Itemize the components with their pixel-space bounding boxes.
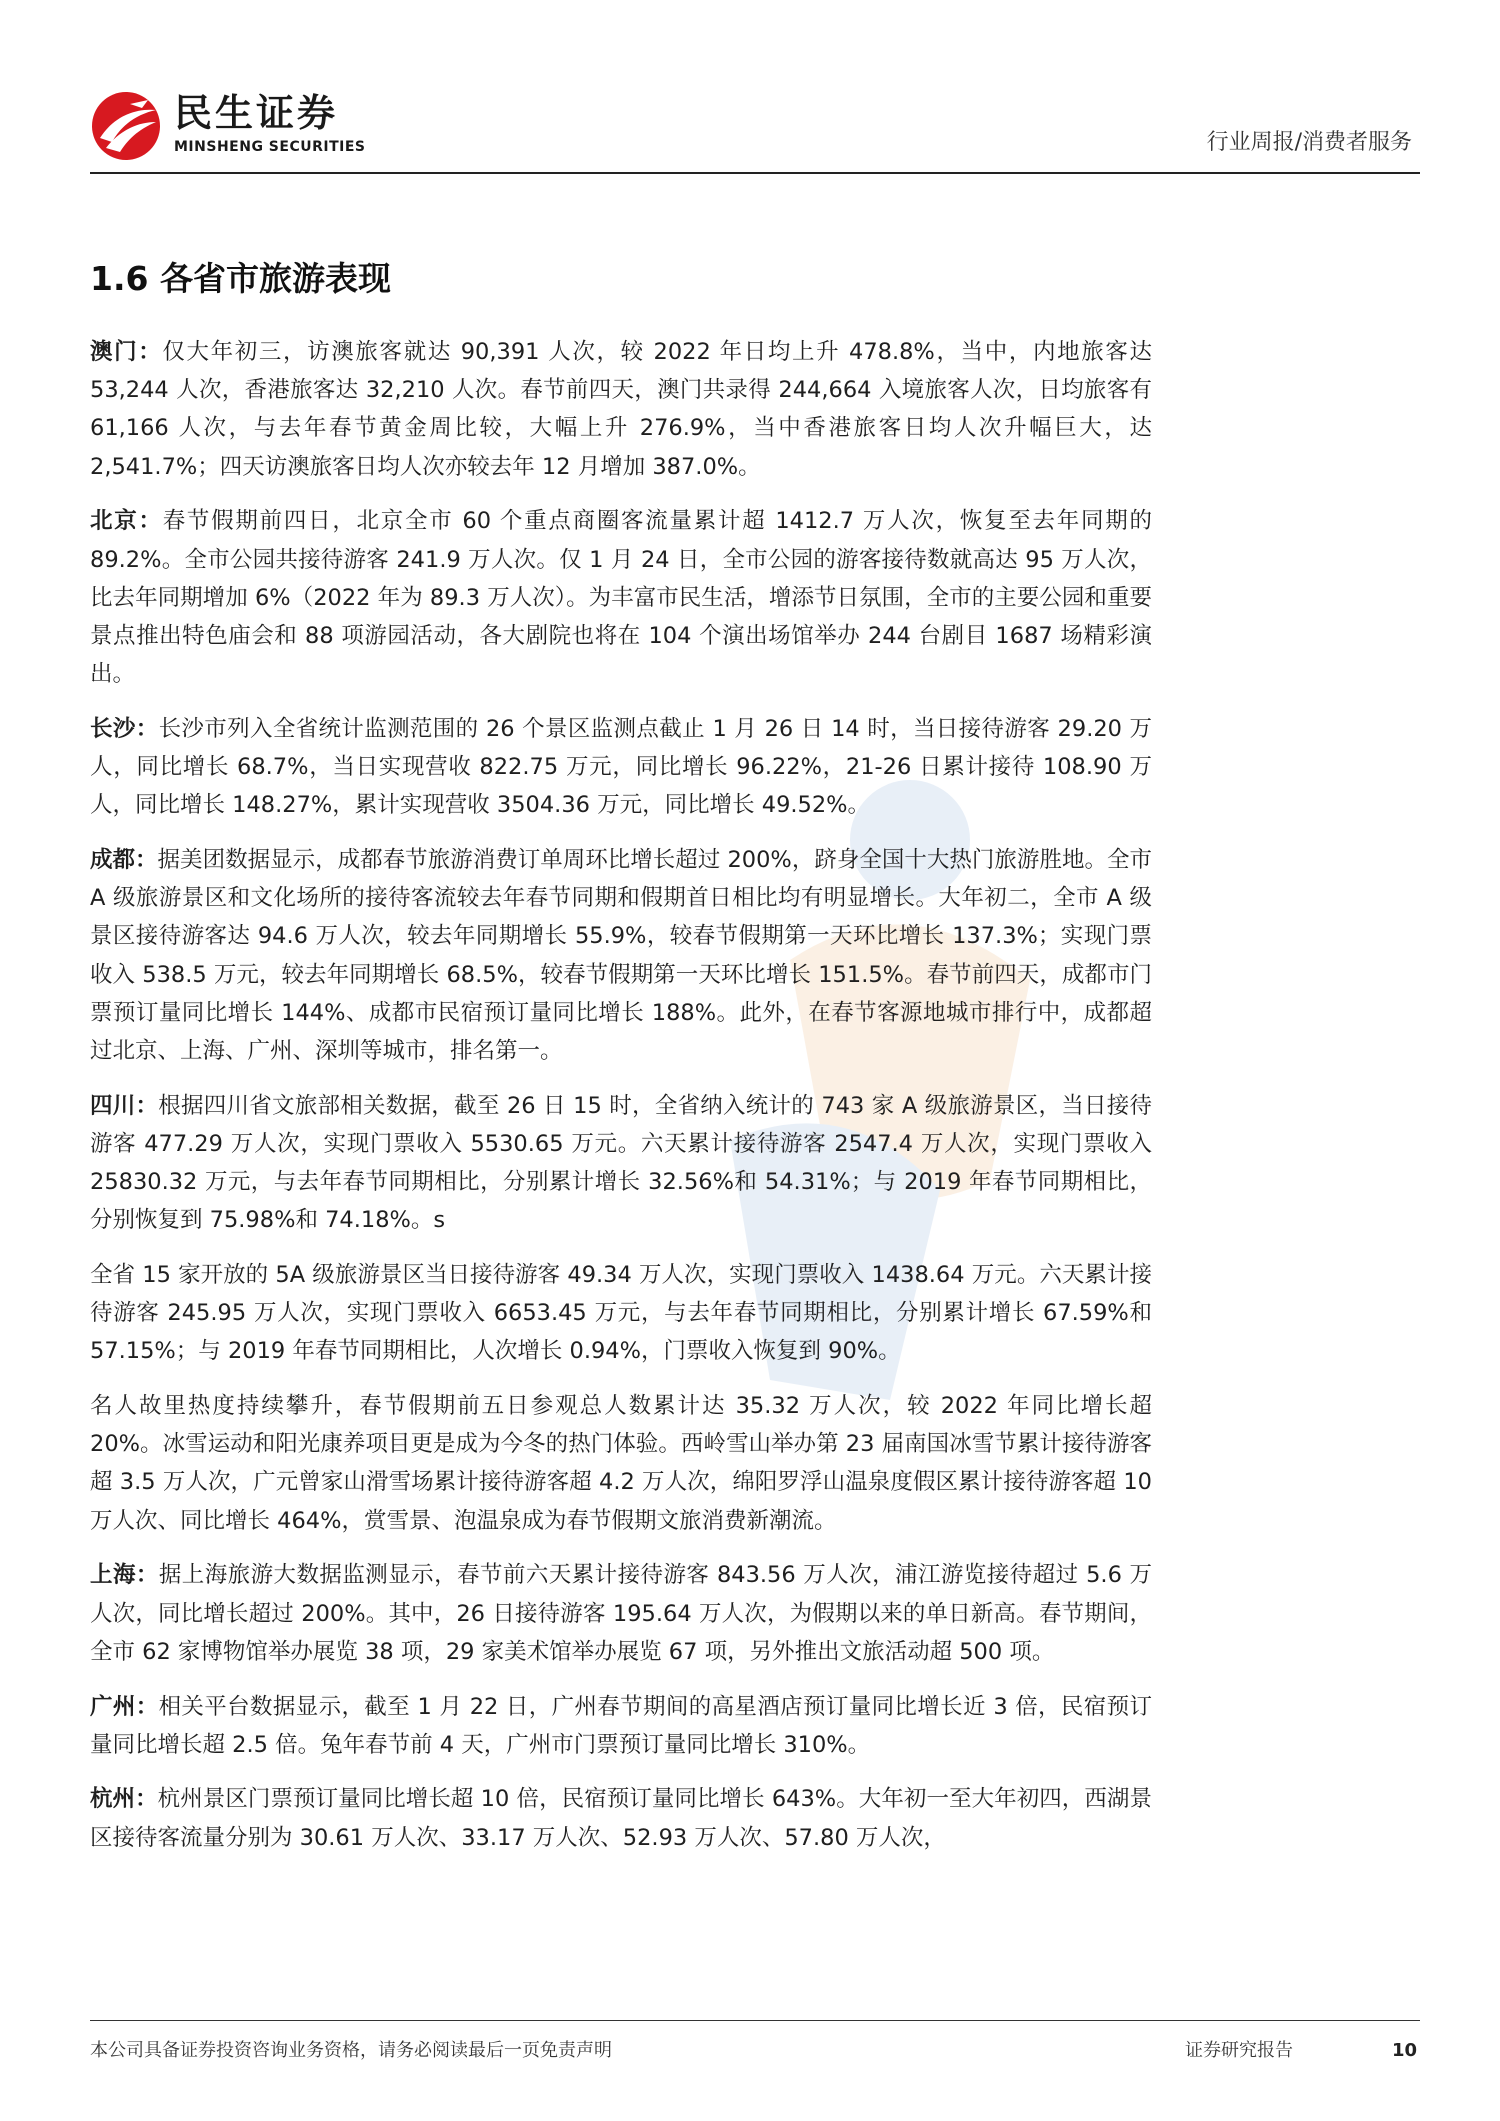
paragraph-macau	[90, 333, 1152, 486]
paragraph-guangzhou	[90, 1688, 1152, 1764]
footer-disclaimer: 本公司具备证券投资咨询业务资格，请务必阅读最后一页免责声明	[90, 2040, 612, 2061]
paragraph-text: 春节假期前四日，北京全市 60 个重点商圈客流量累计超 1412.7 万人次，恢复至去年同期的 89.2%。全市公园共接待游客 241.9 万人次。仅 1 月 24 日，全市公园的游客接待数就高达 95 万人次，比去年同期增加 6%（2022 年为 89.3 万人次）。为丰富市民生活，增添节日氛围，全市的主要公园和重要景点推出特色庙会和 88 项游园活动，各大剧院也将在 104 个演出场馆举办 244 台剧目 1687 场精彩演出。	[90, 508, 1152, 688]
paragraph-changsha	[90, 710, 1152, 825]
paragraph-lead: 上海：	[90, 1562, 159, 1589]
paragraph-beijing	[90, 502, 1152, 693]
brand-name-en: MINSHENG SECURITIES	[174, 139, 366, 155]
paragraph-text: 相关平台数据显示，截至 1 月 22 日，广州春节期间的高星酒店预订量同比增长近 3 倍，民宿预订量同比增长超 2.5 倍。兔年春节前 4 天，广州市门票预订量同比增长 310%。	[90, 1693, 1152, 1758]
paragraph-lead: 北京：	[90, 508, 163, 535]
paragraph-chengdu	[90, 841, 1152, 1070]
paragraph-shanghai	[90, 1556, 1152, 1671]
footer-report-label: 证券研究报告	[1185, 2040, 1293, 2061]
header-divider	[90, 172, 1420, 174]
minsheng-logo-icon	[90, 90, 162, 162]
paragraph-text: 根据四川省文旅部相关数据，截至 26 日 15 时，全省纳入统计的 743 家 A 级旅游景区，当日接待游客 477.29 万人次，实现门票收入 5530.65 万元。六天累计接待游客 2547.4 万人次，实现门票收入 25830.32 万元，与去年春节同期相比，分别累计增长 32.56%和 54.31%；与 2019 年春节同期相比，分别恢复到 75.98%和 74.18%。s	[90, 1092, 1152, 1234]
paragraph-sichuan-5a	[90, 1256, 1152, 1371]
article-body	[90, 333, 1152, 1873]
paragraph-lead: 成都：	[90, 846, 158, 873]
brand-name-cn: 民生证券	[174, 91, 339, 135]
paragraph-lead: 澳门：	[90, 339, 163, 365]
paragraph-text: 据美团数据显示，成都春节旅游消费订单周环比增长超过 200%，跻身全国十大热门旅游胜地。全市 A 级旅游景区和文化场所的接待客流较去年春节同期和假期首日相比均有明显增长。大年初二，全市 A 级景区接待游客达 94.6 万人次，较去年同期增长 55.9%，较春节假期第一天环比增长 137.3%；实现门票收入 538.5 万元，较去年同期增长 68.5%，较春节假期第一天环比增长 151.5%。春节前四天，成都市门票预订量同比增长 144%、成都市民宿预订量同比增长 188%。此外，在春节客源地城市排行中，成都超过北京、上海、广州、深圳等城市，排名第一。	[90, 846, 1152, 1064]
paragraph-text: 长沙市列入全省统计监测范围的 26 个景区监测点截止 1 月 26 日 14 时，当日接待游客 29.20 万人，同比增长 68.7%，当日实现营收 822.75 万元，同比增长 96.22%，21-26 日累计接待 108.90 万人，同比增长 148.27%，累计实现营收 3504.36 万元，同比增长 49.52%。	[90, 715, 1152, 819]
paragraph-hangzhou	[90, 1780, 1152, 1856]
paragraph-text: 据上海旅游大数据监测显示，春节前六天累计接待游客 843.56 万人次，浦江游览接待超过 5.6 万人次，同比增长超过 200%。其中，26 日接待游客 195.64 万人次，为假期以来的单日新高。春节期间，全市 62 家博物馆举办展览 38 项，29 家美术馆举办展览 67 项，另外推出文旅活动超 500 项。	[90, 1562, 1152, 1665]
page-number: 10	[1392, 2040, 1418, 2061]
paragraph-lead: 广州：	[90, 1693, 159, 1720]
footer-divider	[90, 2020, 1420, 2021]
paragraph-sichuan-winter	[90, 1387, 1152, 1540]
paragraph-sichuan	[90, 1087, 1152, 1240]
section-title: 1.6 各省市旅游表现	[90, 259, 391, 298]
paragraph-text: 名人故里热度持续攀升，春节假期前五日参观总人数累计达 35.32 万人次，较 2022 年同比增长超 20%。冰雪运动和阳光康养项目更是成为今冬的热门体验。西岭雪山举办第 23 届南国冰雪节累计接待游客超 3.5 万人次，广元曾家山滑雪场累计接待游客超 4.2 万人次，绵阳罗浮山温泉度假区累计接待游客超 10 万人次、同比增长 464%，赏雪景、泡温泉成为春节假期文旅消费新潮流。	[90, 1393, 1152, 1534]
report-type: 行业周报/消费者服务	[1206, 130, 1412, 155]
paragraph-text: 全省 15 家开放的 5A 级旅游景区当日接待游客 49.34 万人次，实现门票收入 1438.64 万元。六天累计接待游客 245.95 万人次，实现门票收入 6653.45 万元，与去年春节同期相比，分别累计增长 67.59%和 57.15%；与 2019 年春节同期相比，人次增长 0.94%，门票收入恢复到 90%。	[90, 1261, 1152, 1365]
paragraph-lead: 四川：	[90, 1092, 159, 1119]
paragraph-text: 杭州景区门票预订量同比增长超 10 倍，民宿预订量同比增长 643%。大年初一至大年初四，西湖景区接待客流量分别为 30.61 万人次、33.17 万人次、52.93 万人次、57.80 万人次，	[90, 1786, 1152, 1851]
paragraph-lead: 长沙：	[90, 715, 159, 742]
paragraph-lead: 杭州：	[90, 1786, 158, 1813]
paragraph-text: 仅大年初三，访澳旅客就达 90,391 人次，较 2022 年日均上升 478.8%，当中，内地旅客达 53,244 人次，香港旅客达 32,210 人次。春节前四天，澳门共录得 244,664 入境旅客人次，日均旅客有 61,166 人次，与去年春节黄金周比较，大幅上升 276.9%，当中香港旅客日均人次升幅巨大，达 2,541.7%；四天访澳旅客日均人次亦较去年 12 月增加 387.0%。	[90, 339, 1152, 480]
header-bar	[90, 84, 1420, 176]
